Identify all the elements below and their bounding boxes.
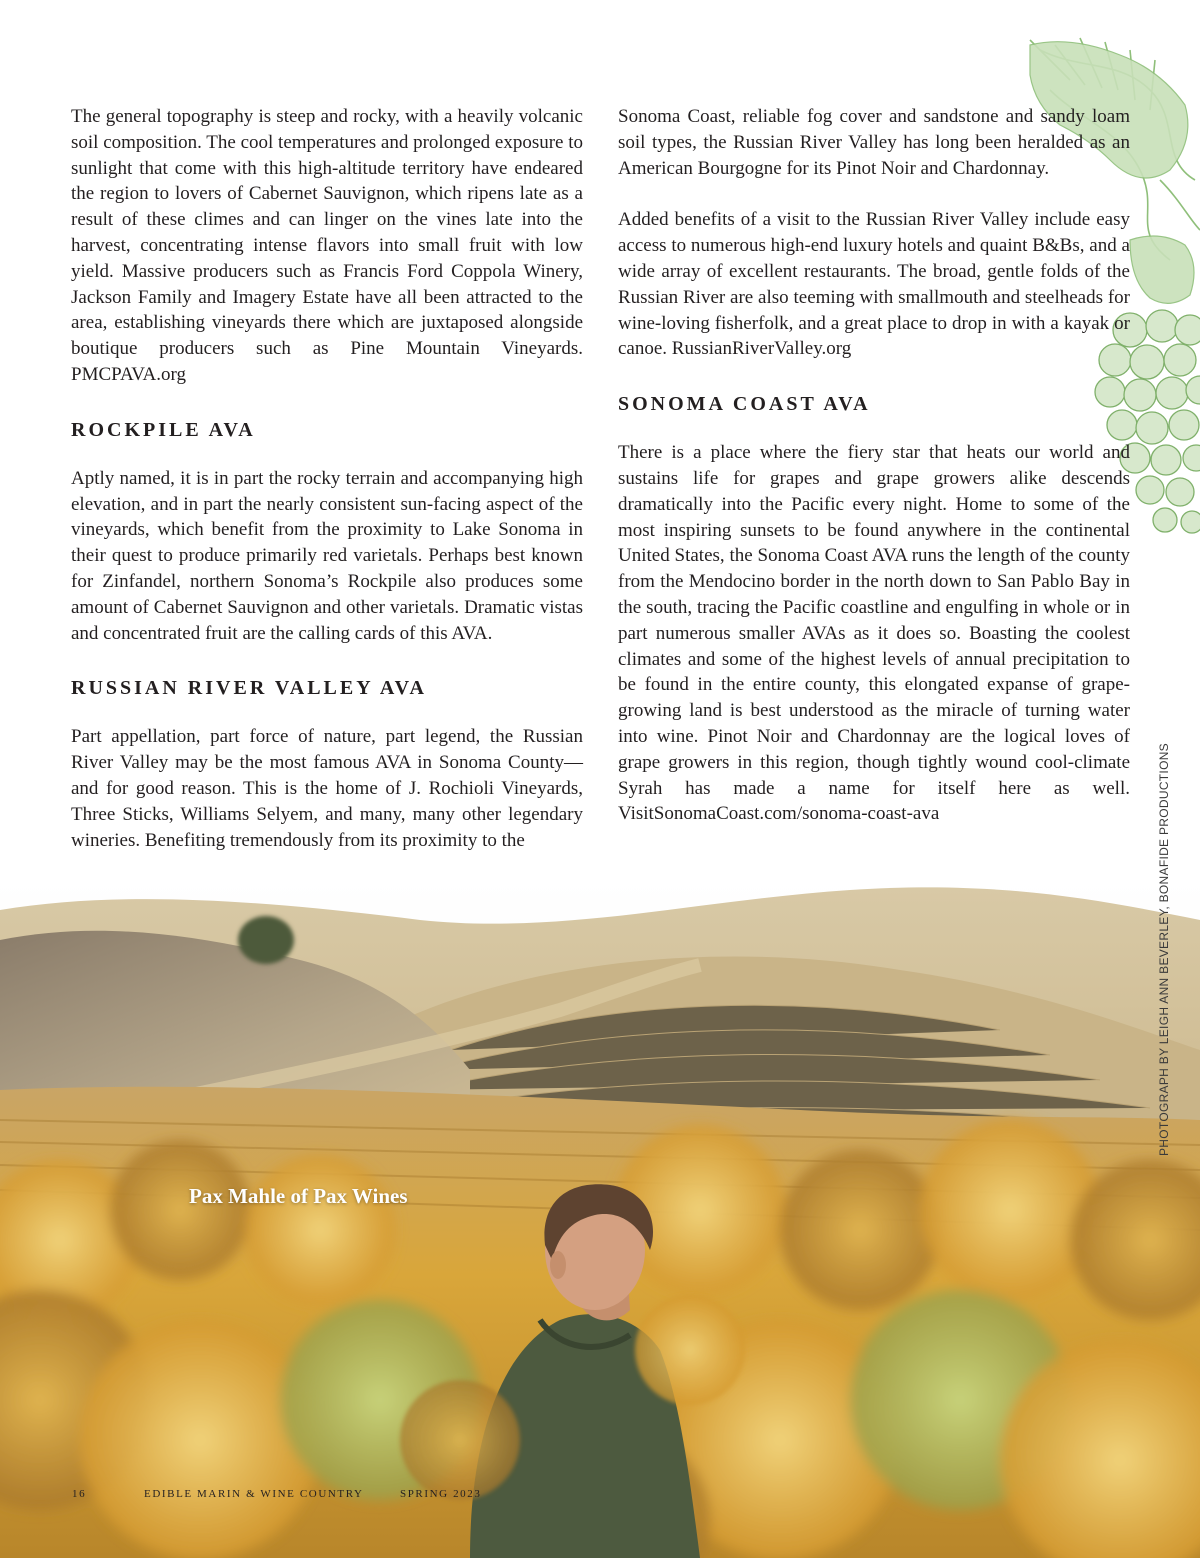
page-number: 16 bbox=[72, 1488, 87, 1500]
issue-date: SPRING 2023 bbox=[400, 1488, 482, 1500]
russian-river-heading: RUSSIAN RIVER VALLEY AVA bbox=[71, 677, 427, 700]
russian-river-extra: Added benefits of a visit to the Russian River Valley include easy access to numerous high-end luxury hotels and quaint B&Bs, and a wide array of excellent restaurants. The broad, gentle folds of the Russian River are also teeming with smallmouth and steelheads for wine-loving fisherfolk, and a great place to drop in with a kayak or canoe. RussianRiverValley.org bbox=[618, 209, 1130, 360]
right-text-column bbox=[618, 104, 1130, 827]
russian-river-paragraph: Part appellation, part force of nature, part legend, the Russian River Valley may be the most famous AVA in Sonoma County—and for good reason. This is the home of J. Rochioli Vineyards, Three Sticks, Williams Selyem, and many, many other legendary wineries. Benefiting tremendously from its proximity to the bbox=[71, 726, 583, 851]
photo-credit: PHOTOGRAPH BY LEIGH ANN BEVERLEY, BONAFIDE PRODUCTIONS bbox=[1157, 743, 1171, 1156]
magazine-name: EDIBLE MARIN & WINE COUNTRY bbox=[144, 1488, 364, 1500]
sonoma-coast-heading: SONOMA COAST AVA bbox=[618, 393, 871, 416]
russian-river-continued: Sonoma Coast, reliable fog cover and sandstone and sandy loam soil types, the Russian River Valley has long been heralded as an American Bourgogne for its Pinot Noir and Chardonnay. bbox=[618, 106, 1130, 179]
photo-caption: Pax Mahle of Pax Wines bbox=[189, 1184, 408, 1208]
left-text-column bbox=[71, 104, 583, 853]
vineyard-photo bbox=[0, 880, 1200, 1558]
intro-paragraph: The general topography is steep and rocky, with a heavily volcanic soil composition. The cool temperatures and prolonged exposure to sunlight that come with this high-altitude territory have endeared the region to lovers of Cabernet Sauvignon, which ripens late as a result of these climes and can linger on the vines late into the harvest, concentrating intense flavors into small fruit with low yield. Massive producers such as Francis Ford Coppola Winery, Jackson Family and Imagery Estate have all been attracted to the area, establishing vineyards there which are juxtaposed alongside boutique producers such as Pine Mountain Vineyards. PMCPAVA.org bbox=[71, 106, 584, 385]
sonoma-coast-paragraph: There is a place where the fiery star that heats our world and sustains life for grapes and grape growers alike descends dramatically into the Pacific every night. Home to some of the most inspiring sunsets to be found anywhere in the continental United States, the Sonoma Coast AVA runs the length of the county from the Mendocino border in the north down to San Pablo Bay in the south, tracing the Pacific coastline and engulfing in whole or in part numerous smaller AVAs as it does so. Boasting the coolest climates and some of the highest levels of annual precipitation to be found in the entire county, this elongated expanse of grape-growing land is best understood as the miracle of turning water into wine. Pinot Noir and Chardonnay are the logical loves of grape growers in this region, though tightly wound cool-climate Syrah has made a name for itself here as well. VisitSonomaCoast.com/sonoma-coast-ava bbox=[618, 442, 1130, 825]
rockpile-paragraph: Aptly named, it is in part the rocky terrain and accompanying high elevation, and in part the nearly consistent sun-facing aspect of the vineyards, which benefit from the proximity to Lake Sonoma in their quest to produce primarily red varietals. Perhaps best known for Zinfandel, northern Sonoma’s Rockpile also produces some amount of Cabernet Sauvignon and other varietals. Dramatic vistas and concentrated fruit are the calling cards of this AVA. bbox=[71, 467, 583, 644]
rockpile-heading: ROCKPILE AVA bbox=[71, 418, 256, 441]
